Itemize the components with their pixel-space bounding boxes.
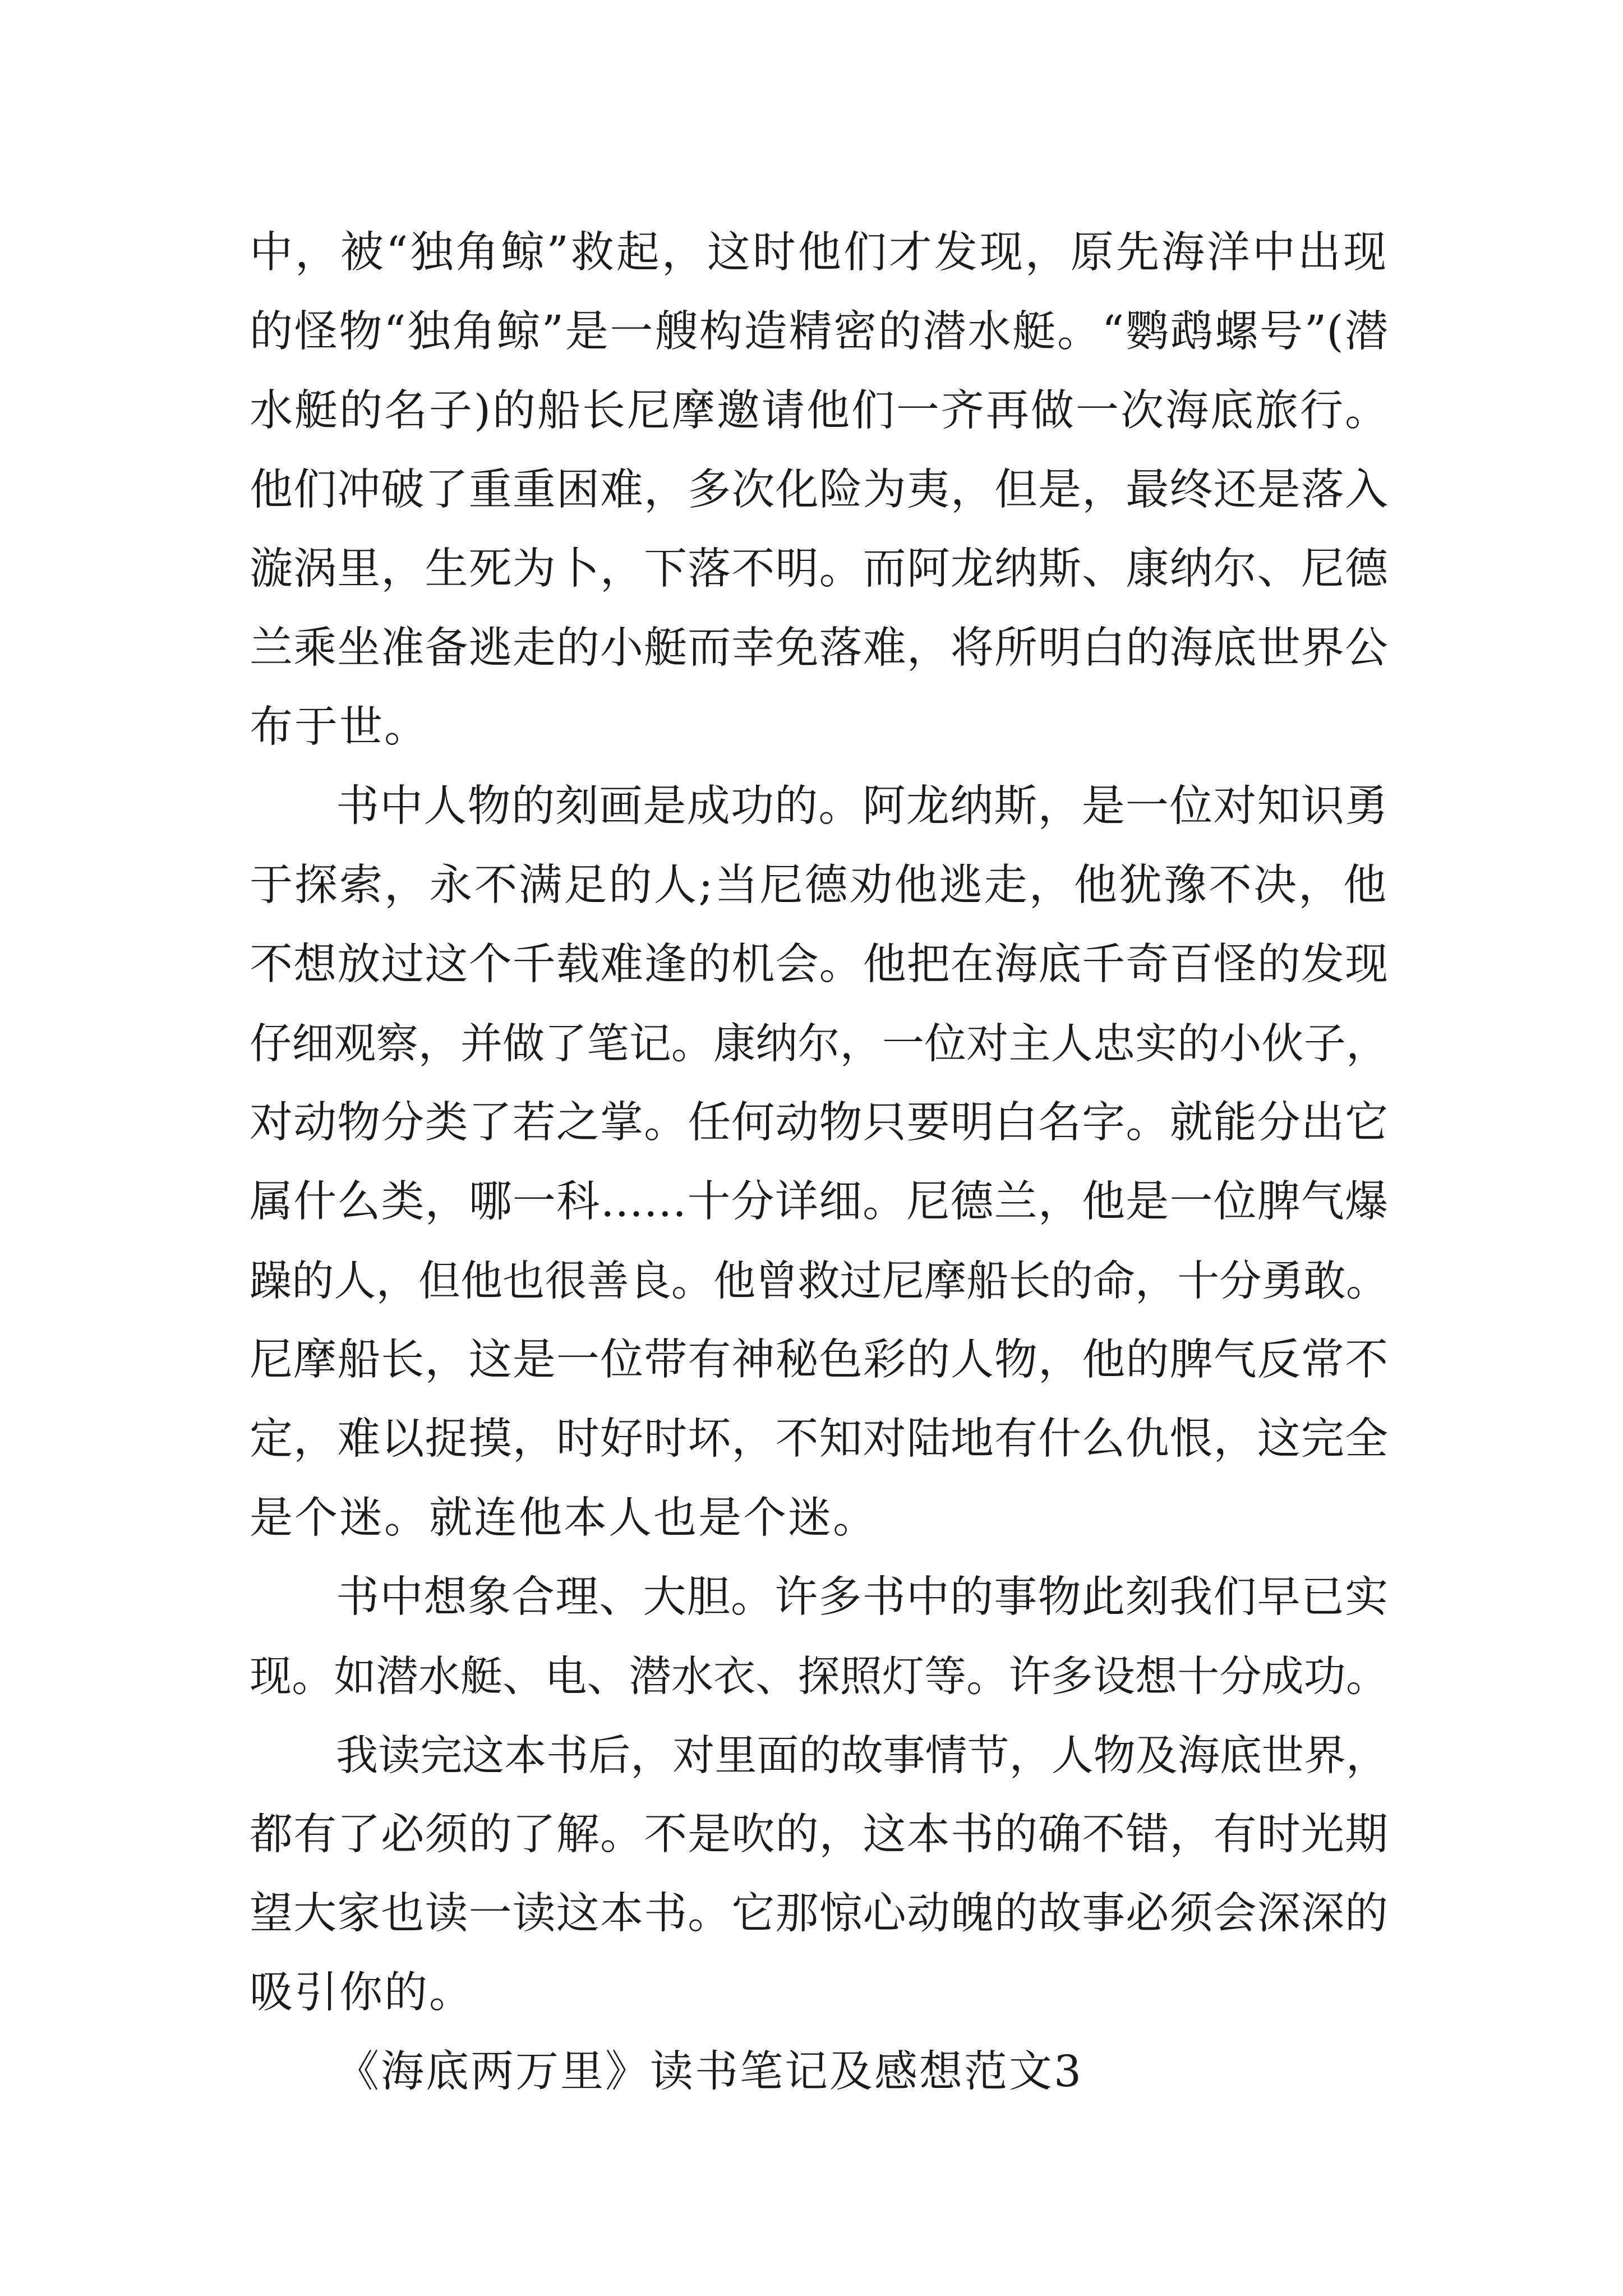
text-line: 都有了必须的了解。不是吹的，这本书的确不错，有时光期 — [250, 1810, 1388, 1860]
text-line: 吸引你的。 — [250, 1968, 474, 2018]
text-line: 躁的人，但他也很善良。他曾救过尼摩船长的命，十分勇敢。 — [250, 1256, 1388, 1305]
text-line: 望大家也读一读这本书。它那惊心动魄的故事必须会深深的 — [250, 1889, 1388, 1939]
text-line: 于探索，永不满足的人;当尼德劝他逃走，他犹豫不决，他 — [250, 861, 1388, 910]
text-line: 对动物分类了若之掌。任何动物只要明白名字。就能分出它 — [250, 1098, 1388, 1148]
text-line: 书中想象合理、大胆。许多书中的事物此刻我们早已实 — [336, 1572, 1388, 1622]
text-line: 他们冲破了重重困难，多次化险为夷，但是，最终还是落入 — [250, 465, 1388, 515]
body-text — [250, 213, 1388, 2111]
text-line: 兰乘坐准备逃走的小艇而幸免落难，将所明白的海底世界公 — [250, 623, 1388, 673]
text-line: 现。如潜水艇、电、潜水衣、探照灯等。许多设想十分成功。 — [250, 1651, 1388, 1701]
text-line: 尼摩船长，这是一位带有神秘色彩的人物，他的脾气反常不 — [250, 1335, 1388, 1385]
text-line: 是个迷。就连他本人也是个迷。 — [250, 1493, 878, 1543]
text-line: 的怪物“独角鲸”是一艘构造精密的潜水艇。“鹦鹉螺号”(潜 — [250, 307, 1388, 357]
text-line: 我读完这本书后，对里面的故事情节，人物及海底世界， — [336, 1731, 1388, 1780]
text-line: 水艇的名子)的船长尼摩邀请他们一齐再做一次海底旅行。 — [250, 386, 1388, 436]
text-line: 布于世。 — [250, 702, 429, 752]
text-line: 书中人物的刻画是成功的。阿龙纳斯，是一位对知识勇 — [336, 781, 1388, 831]
text-line: 定，难以捉摸，时好时坏，不知对陆地有什么仇恨，这完全 — [250, 1414, 1388, 1464]
section-heading: 《海底两万里》读书笔记及感想范文3 — [336, 2047, 1083, 2097]
text-line: 中，被“独角鲸”救起，这时他们才发现，原先海洋中出现 — [250, 228, 1388, 278]
text-line: 不想放过这个千载难逢的机会。他把在海底千奇百怪的发现 — [250, 940, 1388, 990]
text-line: 属什么类，哪一科……十分详细。尼德兰，他是一位脾气爆 — [250, 1177, 1388, 1227]
text-line: 仔细观察，并做了笔记。康纳尔，一位对主人忠实的小伙子， — [250, 1019, 1388, 1068]
text-line: 漩涡里，生死为卜，下落不明。而阿龙纳斯、康纳尔、尼德 — [250, 544, 1388, 594]
